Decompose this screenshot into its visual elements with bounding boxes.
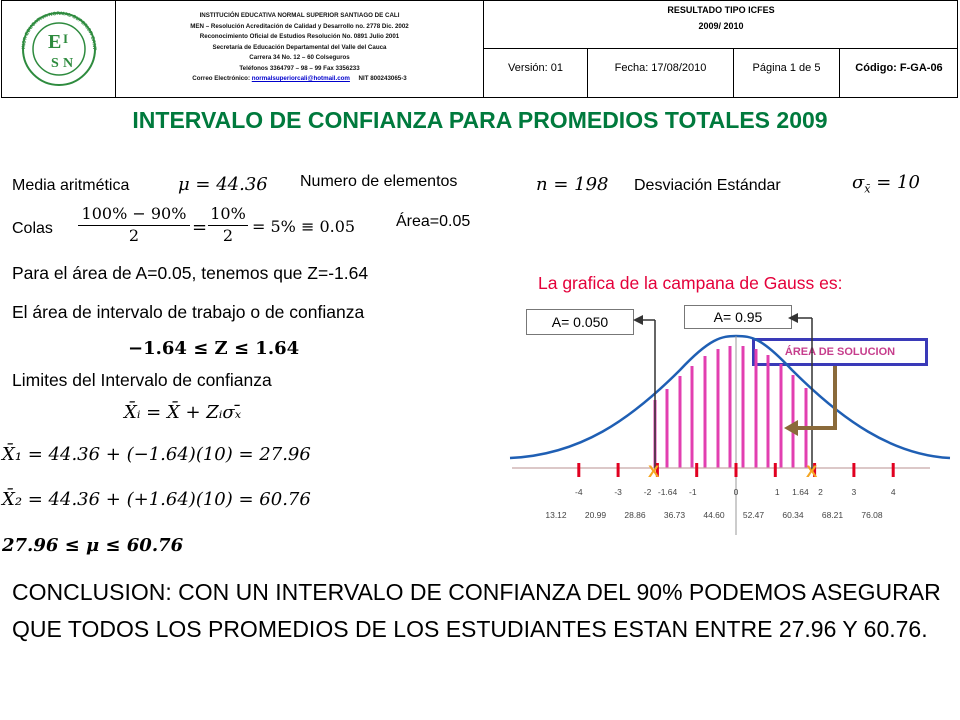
x-value-label: 20.99 (584, 510, 607, 520)
institution-email-line (116, 74, 483, 85)
sigma-subscript: x̄ (864, 182, 871, 196)
svg-text:S: S (51, 56, 59, 71)
institution-line: Secretaría de Educación Departamental del Valle del Cauca (212, 43, 387, 51)
email-link[interactable]: normalsuperiorcali@hotmail.com (251, 75, 350, 82)
colas-equals: = (192, 217, 208, 238)
interval-statement: El área de intervalo de trabajo o de confianza (12, 302, 365, 322)
interval-result: 27.96 ≤ μ ≤ 60.76 (2, 535, 184, 556)
school-logo (3, 1, 115, 97)
institution-line: INSTITUCIÓN EDUCATIVA NORMAL SUPERIOR SANTIAGO DE CALI (199, 12, 400, 19)
z-tick-label: -3 (614, 487, 622, 497)
nit: NIT 800243065-3 (358, 75, 407, 82)
x-value-label: 68.21 (821, 510, 844, 520)
institution-line: Teléfonos 3364797 – 98 – 99 Fax 3356233 (239, 64, 360, 72)
svg-text:E: E (48, 31, 62, 53)
tick-labels (545, 487, 895, 520)
email-prefix: Correo Electrónico: (192, 75, 252, 82)
solution-area-box: ÁREA DE SOLUCION (752, 338, 928, 366)
z-tick-label: 4 (890, 487, 896, 497)
graph-heading: La grafica de la campana de Gauss es: (538, 273, 843, 293)
solution-arrowhead (784, 420, 798, 436)
codigo: Código: F-GA-06 (855, 62, 943, 74)
upper-limit-formula: X̄₂ = 44.36 + (+1.64)(10) = 60.76 (2, 489, 311, 510)
version: Versión: 01 (507, 62, 564, 74)
fraction-denominator: 2 (208, 225, 248, 245)
marker-right: X (806, 462, 818, 481)
version-cell (484, 49, 588, 97)
logo-cell (2, 1, 116, 97)
arrowhead-left (633, 315, 643, 325)
institution-cell (116, 1, 484, 97)
arrowhead-right (788, 313, 798, 323)
n-label: Numero de elementos (300, 173, 458, 190)
interval-formula: X̄ᵢ = X̄ + Zᵢσₓ̄ (124, 402, 242, 423)
center-area-box: A= 0.95 (684, 305, 792, 329)
colas-result: = 5% ≡ 0.05 (252, 217, 356, 236)
solution-arrow (796, 366, 835, 428)
tail-area-box: A= 0.050 (526, 309, 634, 335)
fecha-cell (588, 49, 734, 97)
pink-area-lines (655, 346, 806, 468)
x-value-label: 36.73 (663, 510, 686, 520)
z-tick-label: -4 (575, 487, 583, 497)
sd-label: Desviación Estándar (634, 177, 781, 194)
x-value-label: 13.12 (545, 510, 567, 520)
z-tick-label: -1 (688, 487, 697, 497)
colas-label: Colas (12, 220, 53, 237)
media-label: Media aritmética (12, 177, 130, 194)
fraction-numerator: 10% (210, 204, 246, 223)
x-value-label: 44.60 (703, 510, 725, 520)
gauss-chart (500, 300, 960, 540)
doc-years: 2009/ 2010 (698, 21, 744, 31)
x-value-label: 76.08 (861, 510, 883, 520)
colas-fraction-2 (208, 204, 248, 245)
z-tick-label: 3 (851, 487, 857, 497)
pagina-cell (734, 49, 840, 97)
logo-ring-text: INST. EDUCATIVA NORMAL SUPERIOR SANT (20, 10, 98, 51)
z-tick-label: 1.64 (792, 487, 809, 497)
limits-label: Limites del Intervalo de confianza (12, 370, 272, 390)
fraction-denominator: 2 (78, 225, 190, 245)
x-value-label: 28.86 (624, 510, 646, 520)
doc-title-cell (484, 1, 958, 49)
svg-text:N: N (63, 56, 74, 71)
sd-formula (852, 172, 920, 196)
area-label: Área=0.05 (396, 213, 471, 230)
lower-limit-formula: X̄₁ = 44.36 + (−1.64)(10) = 27.96 (2, 444, 311, 465)
x-value-label: 52.47 (742, 510, 765, 520)
z-tick-label: -1.64 (657, 487, 678, 497)
x-value-label: 60.34 (782, 510, 804, 520)
z-ticks (579, 463, 893, 477)
fecha: Fecha: 17/08/2010 (614, 62, 707, 74)
doc-title: RESULTADO TIPO ICFES (667, 5, 775, 15)
marker-left: X (648, 462, 660, 481)
sigma-symbol: σ (852, 172, 865, 193)
svg-text:I: I (63, 31, 69, 46)
z-tick-label: 2 (818, 487, 823, 497)
page-title: INTERVALO DE CONFIANZA PARA PROMEDIOS TOTALES 2009 (132, 107, 828, 133)
z-tick-label: 1 (774, 487, 780, 497)
institution-line: MEN – Resolución Acreditación de Calidad y Desarrollo no. 2778 Dic. 2002 (190, 22, 409, 30)
institution-info (116, 1, 483, 85)
z-inequality: −1.64 ≤ Z ≤ 1.64 (128, 338, 300, 359)
z-tick-label: -2 (643, 487, 652, 497)
media-formula: μ = 44.36 (178, 174, 268, 195)
colas-fraction-1 (78, 204, 190, 245)
sd-value: = 10 (870, 172, 920, 193)
institution-line: Carrera 34 No. 12 – 60 Colseguros (249, 54, 350, 61)
z-statement: Para el área de A=0.05, tenemos que Z=-1.64 (12, 263, 369, 283)
pagina: Página 1 de 5 (752, 62, 821, 74)
codigo-cell (840, 49, 958, 97)
document-header (1, 0, 958, 98)
conclusion: CONCLUSION: CON UN INTERVALO DE CONFIANZA DEL 90% PODEMOS ASEGURAR QUE TODOS LOS PROMEDIOS DE LOS ESTUDIANTES ESTAN ENTRE 27.96 Y 60.76. (12, 579, 941, 642)
fraction-numerator: 100% − 90% (81, 204, 187, 223)
institution-line: Reconocimiento Oficial de Estudios Resolución No. 0891 Julio 2001 (199, 33, 400, 40)
z-tick-label: 0 (733, 487, 739, 497)
n-formula: n = 198 (536, 174, 609, 195)
